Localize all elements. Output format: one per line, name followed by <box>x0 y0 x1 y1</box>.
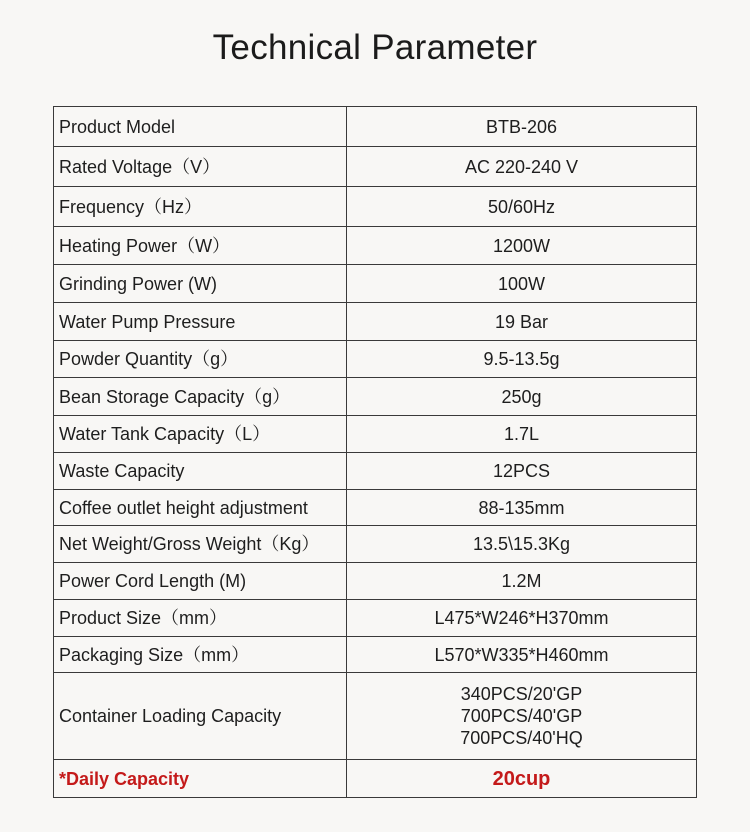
parameter-value <box>347 303 697 341</box>
parameter-label: Product Model <box>54 107 347 147</box>
parameter-value <box>347 378 697 416</box>
parameter-value-line: 700PCS/40'GP <box>460 706 583 726</box>
parameter-label: Rated Voltage（V） <box>54 147 347 187</box>
parameter-value-line: AC 220-240 V <box>464 156 579 177</box>
parameter-value <box>347 341 697 378</box>
parameter-value <box>347 526 697 563</box>
parameter-label: Frequency（Hz） <box>54 187 347 227</box>
table-row <box>54 341 697 378</box>
table-row <box>54 563 697 600</box>
technical-parameter-table <box>53 106 697 798</box>
parameter-value-line: 20cup <box>492 767 551 790</box>
parameter-label: Water Tank Capacity（L） <box>54 416 347 453</box>
table-row <box>54 490 697 526</box>
parameter-label: *Daily Capacity <box>54 760 347 798</box>
parameter-value-line: 1.2M <box>501 571 542 591</box>
parameter-value <box>347 187 697 227</box>
parameter-value-line: 1.7L <box>503 424 540 444</box>
parameter-label: Container Loading Capacity <box>54 673 347 760</box>
parameter-value <box>347 416 697 453</box>
parameter-value-line: 19 Bar <box>494 311 549 332</box>
parameter-value <box>347 227 697 265</box>
parameter-label: Heating Power（W） <box>54 227 347 265</box>
parameter-value-line: 340PCS/20'GP <box>460 684 583 704</box>
parameter-value-line: 88-135mm <box>478 497 565 518</box>
parameter-label: Water Pump Pressure <box>54 303 347 341</box>
table-row <box>54 303 697 341</box>
parameter-value <box>347 147 697 187</box>
parameter-value-line: 700PCS/40'HQ <box>460 728 583 748</box>
parameter-label: Product Size（mm） <box>54 600 347 637</box>
table-row <box>54 107 697 147</box>
table-row <box>54 265 697 303</box>
parameter-value-line: L475*W246*H370mm <box>434 608 609 628</box>
table-row <box>54 637 697 673</box>
table-body <box>54 107 697 798</box>
table-row <box>54 453 697 490</box>
parameter-value-line: 12PCS <box>492 461 551 481</box>
table-row <box>54 526 697 563</box>
page-title: Technical Parameter <box>212 28 538 67</box>
parameter-value <box>347 637 697 673</box>
parameter-label: Coffee outlet height adjustment <box>54 490 347 526</box>
table-row <box>54 673 697 760</box>
parameter-value-line: 50/60Hz <box>487 196 556 217</box>
parameter-label: Packaging Size（mm） <box>54 637 347 673</box>
parameter-value <box>347 673 697 760</box>
parameter-value <box>347 453 697 490</box>
parameter-value <box>347 107 697 147</box>
parameter-value-line: 100W <box>497 273 546 294</box>
parameter-label: Waste Capacity <box>54 453 347 490</box>
table-row <box>54 227 697 265</box>
parameter-value-line: L570*W335*H460mm <box>434 644 609 665</box>
parameter-value <box>347 563 697 600</box>
table-row <box>54 760 697 798</box>
table-row <box>54 147 697 187</box>
parameter-value <box>347 490 697 526</box>
table-row <box>54 187 697 227</box>
parameter-value-line: 1200W <box>492 235 551 256</box>
parameter-label: Power Cord Length (M) <box>54 563 347 600</box>
parameter-value-line: 250g <box>501 386 542 407</box>
parameter-label: Net Weight/Gross Weight（Kg） <box>54 526 347 563</box>
parameter-value <box>347 265 697 303</box>
parameter-value-line: 13.5\15.3Kg <box>472 534 571 554</box>
parameter-value <box>347 600 697 637</box>
parameter-value <box>347 760 697 798</box>
table-row <box>54 416 697 453</box>
table-row <box>54 600 697 637</box>
parameter-label: Grinding Power (W) <box>54 265 347 303</box>
parameter-label: Bean Storage Capacity（g） <box>54 378 347 416</box>
table-row <box>54 378 697 416</box>
parameter-label: Powder Quantity（g） <box>54 341 347 378</box>
parameter-value-line: 9.5-13.5g <box>483 349 560 369</box>
parameter-value-line: BTB-206 <box>485 116 558 137</box>
